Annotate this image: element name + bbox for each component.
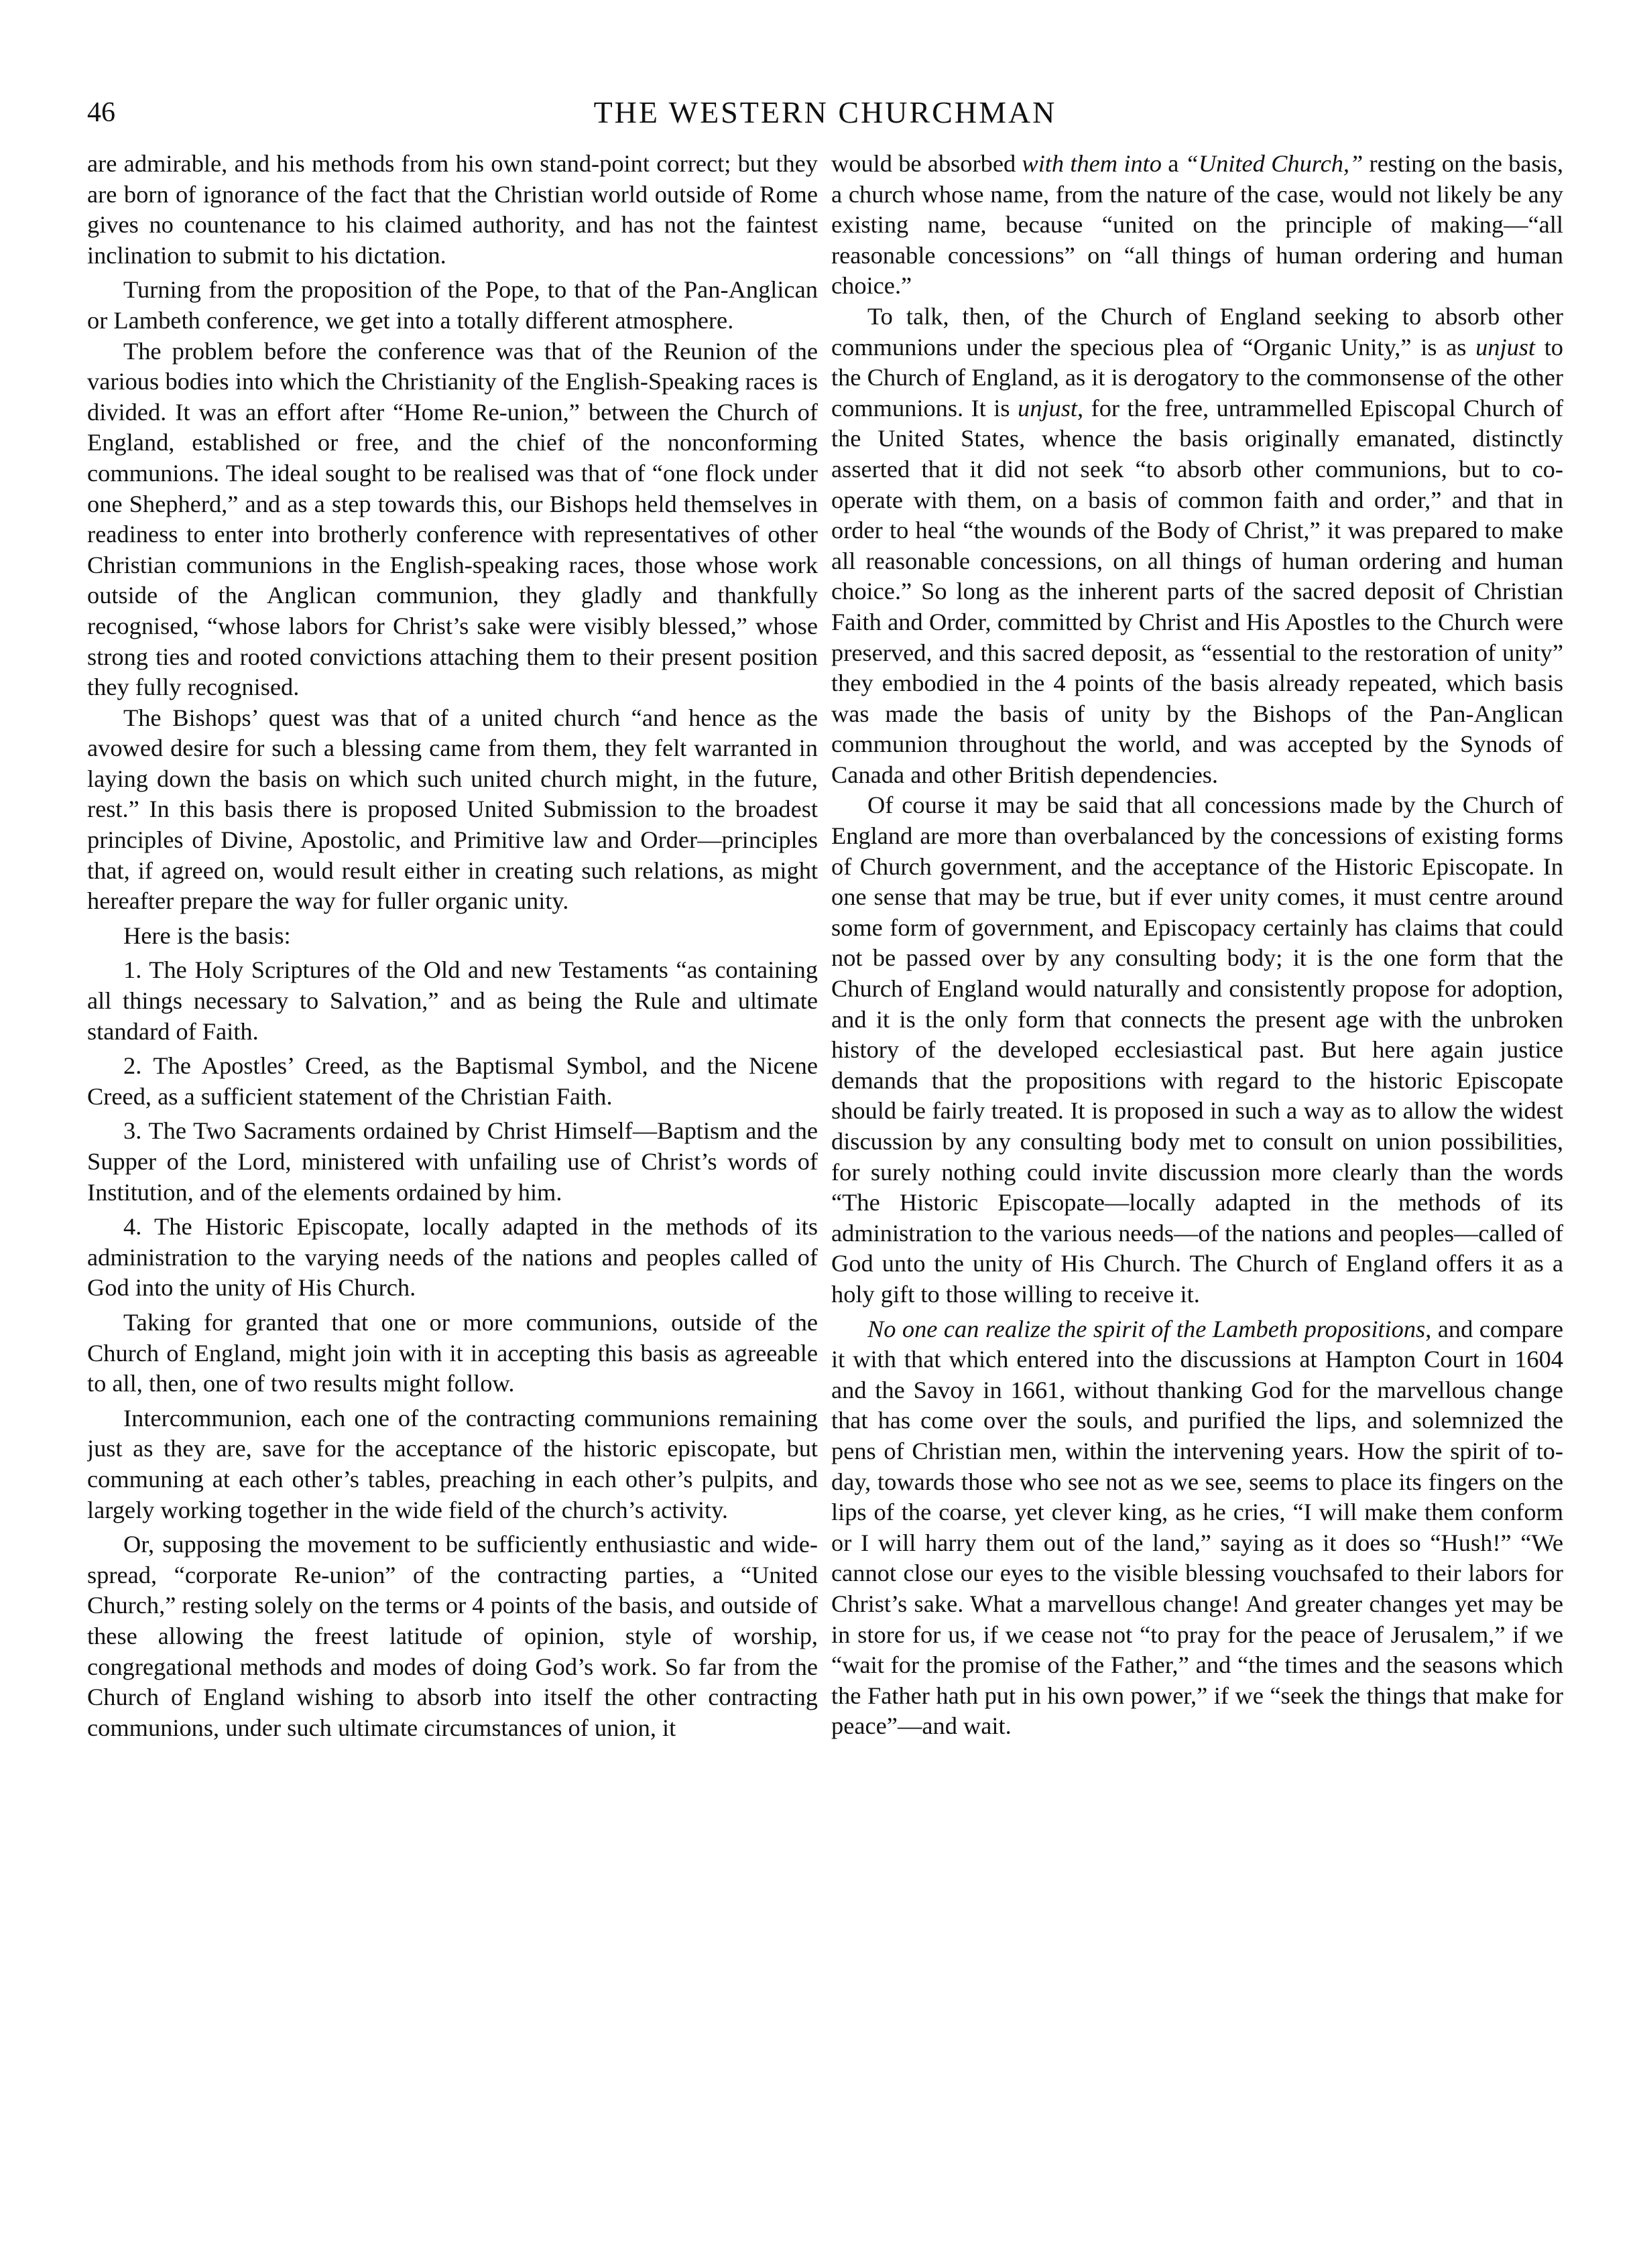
right-column bbox=[831, 149, 1563, 2240]
paragraph: Of course it may be said that all concessions made by the Church of England are more than overbalanced by the concessions of existing forms of Church government, and the acceptance of the Historic Episcopate. In one sense that may be true, but if ever unity comes, it must centre around some form of government, and Episcopacy certainly has claims that could not be passed over by any consulting body; it is the one form that the Church of England would naturally and consistently propose for adoption, and it is the only form that connects the present age with the unbroken history of the developed ecclesiastical past. But here again justice demands that the propositions with regard to the historic Episcopate should be fairly treated. It is proposed in such a way as to allow the widest discussion by any consulting body met to consult on union possibilities, for surely nothing could invite discussion more clearly than the words “The Historic Episcopate—locally adapted in the methods of its administration to the various needs—of the nations and peoples—called of God unto the unity of His Church. The Church of England offers it as a holy gift to those willing to receive it. bbox=[831, 792, 1563, 1308]
paragraph: Taking for granted that one or more communions, outside of the Church of England, might join with it in accepting this basis as agreeable to all, then, one of two results might follow. bbox=[87, 1308, 818, 1397]
left-column bbox=[87, 149, 818, 2240]
text-run: a bbox=[1161, 150, 1185, 177]
page-number: 46 bbox=[87, 97, 115, 128]
paragraph: are admirable, and his methods from his own stand-point correct; but they are born of ignorance of the fact that the Christian world outside of Rome gives no countenance to his claimed authority, and has not the faintest inclination to submit to his dictation. bbox=[87, 150, 818, 269]
page-header bbox=[87, 92, 1563, 139]
emphasis: “United Church,” bbox=[1185, 150, 1363, 177]
paragraph: Intercommunion, each one of the contracting communions remaining just as they are, save for the acceptance of the historic episcopate, but communing at each other’s tables, preaching in each other’s pulpits, and largely working together in the wide field of the church’s activity. bbox=[87, 1404, 818, 1523]
emphasis: with them into bbox=[1022, 150, 1162, 177]
paragraph: The problem before the conference was that of the Reunion of the various bodies into which the Christianity of the English-Speaking races is divided. It was an effort after “Home Re-union,” between the Church of England, established or free, and the chief of the nonconforming communions. The ideal sought to be realised was that of “one flock under one Shepherd,” and as a step towards this, our Bishops held themselves in readiness to enter into brotherly conference with representatives of other Christian communions in the English-speaking races, those whose work outside of the Anglican communion, they gladly and thankfully recognised, “whose labors for Christ’s sake were visibly blessed,” whose strong ties and rooted convictions attaching them to their present position they fully recognised. bbox=[87, 337, 818, 701]
paragraph: The Bishops’ quest was that of a united church “and hence as the avowed desire for such a blessing came from them, they felt warranted in laying down the basis on which such united church might, in the future, rest.” In this basis there is proposed United Submission to the broadest principles of Divine, Apostolic, and Primitive law and Order—principles that, if agreed on, would result either in creating such relations, as might hereafter prepare the way for fuller organic unity. bbox=[87, 704, 818, 915]
paragraph bbox=[831, 149, 1563, 302]
basis-item-1: 1. The Holy Scriptures of the Old and new Testaments “as containing all things necessary to Salvation,” and as being the Rule and ultimate standard of Faith. bbox=[87, 956, 818, 1045]
emphasis: unjust bbox=[1475, 333, 1536, 361]
paragraph: Or, supposing the movement to be sufficiently enthusiastic and wide-spread, “corporate Re-union” of the contracting parties, a “United Church,” resting solely on the terms or 4 points of the basis, and outside of these allowing the freest latitude of opinion, style of worship, congregational methods and modes of doing God’s work. So far from the Church of England wishing to absorb into itself the other contracting communions, under such ultimate circumstances of union, it bbox=[87, 1531, 818, 1741]
emphasis: No one can realize the spirit of the Lambeth propositions bbox=[867, 1315, 1426, 1342]
text-run: , and compare it with that which entered into the discussions at Hampton Court in 1604 and the Savoy in 1661, without thanking God for the marvellous change that has come over the souls, and purified the lips, and solemnized the pens of Christian men, within the intervening years. How the spirit of to-day, towards those who see not as we see, seems to place its fingers on the lips of the coarse, yet clever king, as he cries, “I will make them conform or I will harry them out of the land,” saying as it does so “Hush!” “We cannot close our eyes to the visible blessing vouchsafed to their labors for Christ’s sake. What a marvellous change! And greater changes yet may be in store for us, if we cease not “to pray for the peace of Jerusalem,” if we “wait for the promise of the Father,” and “the times and the seasons which the Father hath put in his own power,” if we “seek the things that make for peace”—and wait. bbox=[831, 1315, 1563, 1740]
paragraph bbox=[831, 1314, 1563, 1742]
emphasis: unjust bbox=[1018, 394, 1078, 422]
basis-item-2: 2. The Apostles’ Creed, as the Baptismal Symbol, and the Nicene Creed, as a sufficient statement of the Christian Faith. bbox=[87, 1052, 818, 1110]
basis-item-3: 3. The Two Sacraments ordained by Christ Himself—Baptism and the Supper of the Lord, ministered with unfailing use of Christ’s words of Institution, and of the elements ordained by him. bbox=[87, 1117, 818, 1206]
paragraph: Here is the basis: bbox=[123, 922, 291, 949]
basis-item-4: 4. The Historic Episcopate, locally adapted in the methods of its administration to the varying needs of the nations and peoples called of God into the unity of His Church. bbox=[87, 1213, 818, 1302]
running-title: THE WESTERN CHURCHMAN bbox=[593, 95, 1057, 129]
text-run: To talk, then, of the Church of England seeking to absorb other communions under the specious plea of “Organic Unity,” is as bbox=[831, 302, 1563, 361]
text-run: , for the free, untrammelled Episcopal Church of the United States, whence the basis originally emanated, distinctly asserted that it did not seek “to absorb other communions, but to co-operate with them, on a basis of common faith and order,” and that in order to heal “the wounds of the Body of Christ,” it was prepared to make all reasonable concessions, on all things of human ordering and human choice.” So long as the inherent parts of the sacred deposit of Christian Faith and Order, committed by Christ and His Apostles to the Church were preserved, and this sacred deposit, as “essential to the restoration of unity” they embodied in the 4 points of the basis already repeated, which basis was made the basis of unity by the Bishops of the Pan-Anglican communion throughout the world, and was accepted by the Synods of Canada and other British dependencies. bbox=[831, 394, 1563, 788]
text-run: resting on the basis, a church whose name, from the nature of the case, would not likely be any existing name, because “united on the principle of making—“all reasonable concessions” on “all things of human ordering and human choice.” bbox=[831, 150, 1563, 300]
paragraph: Turning from the proposition of the Pope, to that of the Pan-Anglican or Lambeth conference, we get into a totally different atmosphere. bbox=[87, 276, 818, 334]
text-run: to the Church of England, as it is derogatory to the commonsense of the other communions. It is bbox=[831, 333, 1563, 422]
paragraph bbox=[831, 302, 1563, 791]
text-run: would be absorbed bbox=[831, 150, 1022, 177]
